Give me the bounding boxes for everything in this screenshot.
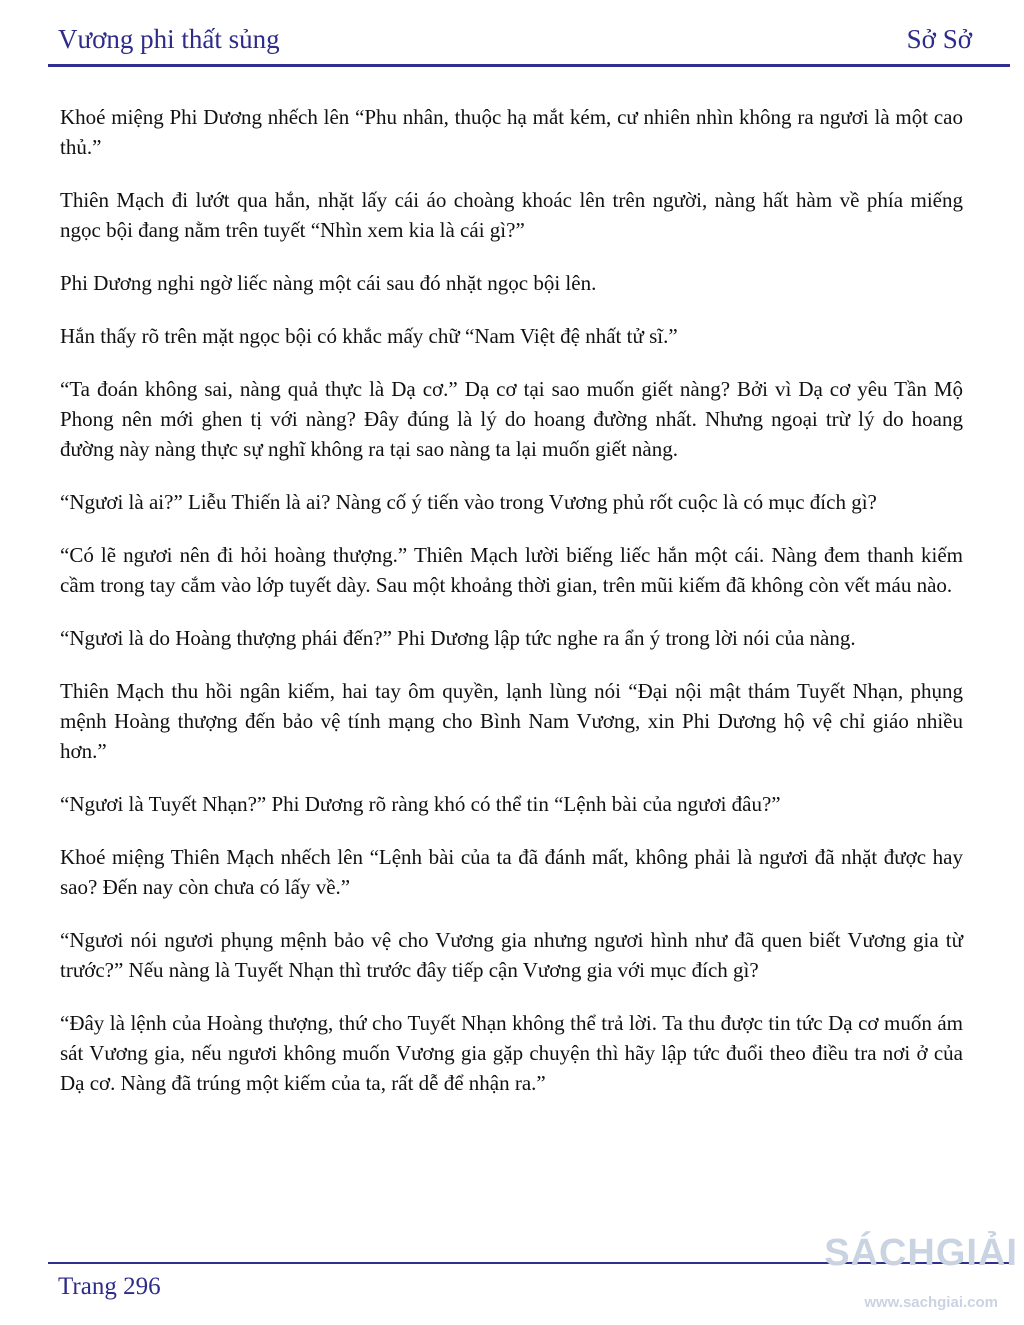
paragraph: “Đây là lệnh của Hoàng thượng, thứ cho Tuyết Nhạn không thể trả lời. Ta thu được tin tức Dạ cơ muốn ám sát Vương gia, nếu ngươi không muốn Vương gia gặp chuyện thì hãy lập tức đuổi theo điều tra nơi ở của Dạ cơ. Nàng đã trúng một kiếm của ta, rất dễ để nhận ra.”	[60, 1011, 963, 1095]
paragraph: “Ngươi là ai?” Liễu Thiến là ai? Nàng cố ý tiến vào trong Vương phủ rốt cuộc là có mục đích gì?	[60, 490, 877, 514]
page-body	[60, 102, 963, 1121]
paragraph: “Ngươi nói ngươi phụng mệnh bảo vệ cho Vương gia nhưng ngươi hình như đã quen biết Vương gia từ trước?” Nếu nàng là Tuyết Nhạn thì trước đây tiếp cận Vương gia với mục đích gì?	[60, 928, 963, 982]
paragraph: “Ngươi là do Hoàng thượng phái đến?” Phi Dương lập tức nghe ra ẩn ý trong lời nói của nàng.	[60, 626, 856, 650]
paragraph: Khoé miệng Thiên Mạch nhếch lên “Lệnh bài của ta đã đánh mất, không phải là ngươi đã nhặt được hay sao? Đến nay còn chưa có lấy về.”	[60, 845, 963, 899]
paragraph: Thiên Mạch đi lướt qua hắn, nhặt lấy cái áo choàng khoác lên trên người, nàng hất hàm về phía miếng ngọc bội đang nằm trên tuyết “Nhìn xem kia là cái gì?”	[60, 188, 963, 242]
paragraph: “Ta đoán không sai, nàng quả thực là Dạ cơ.” Dạ cơ tại sao muốn giết nàng? Bởi vì Dạ cơ yêu Tần Mộ Phong nên mới ghen tị với nàng? Đây đúng là lý do hoang đường nhất. Nhưng ngoại trừ lý do hoang đường này nàng thực sự nghĩ không ra tại sao nàng ta lại muốn giết nàng.	[60, 377, 963, 461]
book-title: Vương phi thất sủng	[58, 24, 280, 54]
paragraph: “Ngươi là Tuyết Nhạn?” Phi Dương rõ ràng khó có thể tin “Lệnh bài của ngươi đâu?”	[60, 792, 781, 816]
paragraph: Khoé miệng Phi Dương nhếch lên “Phu nhân, thuộc hạ mắt kém, cư nhiên nhìn không ra ngươi là một cao thủ.”	[60, 105, 963, 159]
book-author: Sở Sở	[906, 24, 972, 54]
page-number: Trang 296	[58, 1273, 161, 1300]
watermark	[808, 1232, 1018, 1322]
watermark-url: www.sachgiai.com	[864, 1294, 998, 1311]
paragraph: Thiên Mạch thu hồi ngân kiếm, hai tay ôm quyền, lạnh lùng nói “Đại nội mật thám Tuyết Nhạn, phụng mệnh Hoàng thượng đến bảo vệ tính mạng cho Bình Nam Vương, xin Phi Dương hộ vệ chỉ giáo nhiều hơn.”	[60, 679, 963, 763]
paragraph: Phi Dương nghi ngờ liếc nàng một cái sau đó nhặt ngọc bội lên.	[60, 271, 597, 295]
header-divider	[48, 64, 1010, 67]
paragraph: Hắn thấy rõ trên mặt ngọc bội có khắc mấy chữ “Nam Việt đệ nhất tử sĩ.”	[60, 324, 678, 348]
paragraph: “Có lẽ ngươi nên đi hỏi hoàng thượng.” Thiên Mạch lười biếng liếc hắn một cái. Nàng đem thanh kiếm cầm trong tay cắm vào lớp tuyết dày. Sau một khoảng thời gian, trên mũi kiếm đã không còn vết máu nào.	[60, 543, 963, 597]
watermark-logo: SÁCHGIẢI	[824, 1232, 1018, 1274]
page-header	[48, 24, 1010, 64]
